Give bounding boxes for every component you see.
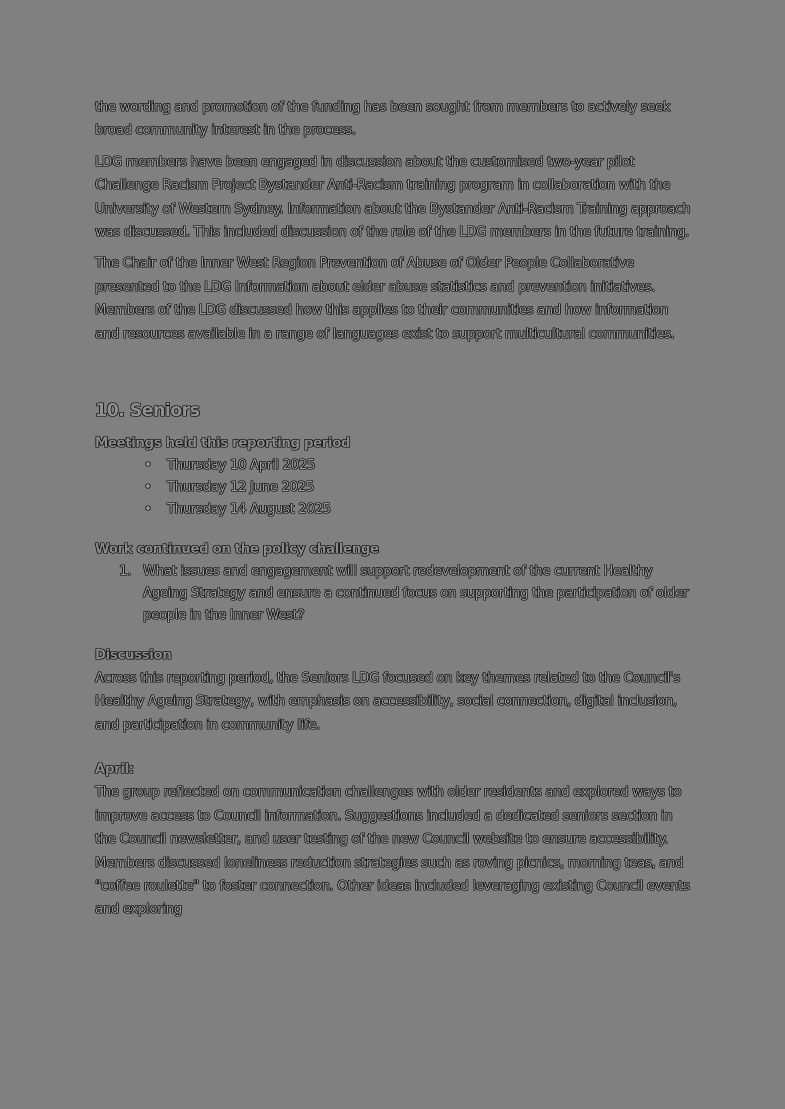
meeting-date: Thursday 14 August 2025 [167, 502, 331, 518]
list-item [95, 455, 695, 477]
list-item [95, 561, 695, 627]
policy-heading: Work continued on the policy challenge [95, 542, 379, 558]
april-text: The group reflected on communication challenges with older residents and explored ways to improve access to Council information. Suggestions included a dedicated seniors section in the Council newsletter, and user testing of the new Council website to ensure accessibility. Members discussed loneliness reduction strategies such as roving picnics, morning teas, and "coffee roulette" to foster connection. Other ideas included leveraging existing Council events and exploring [95, 785, 690, 918]
section-title: 10. Seniors [95, 401, 200, 422]
discussion-text: Across this reporting period, the Seniors LDG focused on key themes related to the Council's Healthy Ageing Strategy, with emphasis on accessibility, social connection, digital inclusion, and participation in community life. [95, 671, 680, 733]
bullet-icon: • [144, 480, 152, 496]
meetings-heading: Meetings held this reporting period [95, 436, 351, 452]
policy-list [95, 561, 695, 627]
document-page [95, 96, 695, 944]
bullet-icon: • [144, 458, 152, 474]
list-item [95, 477, 695, 499]
bullet-icon: • [144, 502, 152, 518]
meetings-list [95, 455, 695, 521]
intro-paragraph: LDG members have been engaged in discussion about the customised two-year pilot Challenge Racism Project Bystander Anti-Racism training program in collaboration with the University of Western Sydney. Information about the Bystander Anti-Racism Training approach was discussed. This included discussion of the role of the LDG members in the future training. [95, 154, 691, 241]
intro-paragraph: the wording and promotion of the funding has been sought from members to actively seek broad community interest in the process. [95, 100, 671, 139]
list-item [95, 499, 695, 521]
policy-question: What issues and engagement will support redevelopment of the current Healthy Ageing Strategy and ensure a continued focus on supporting the participation of older people in the Inner West? [143, 564, 689, 624]
meeting-date: Thursday 10 April 2025 [167, 458, 315, 474]
intro-paragraph: The Chair of the Inner West Region Prevention of Abuse of Older People Collaborative presented to the LDG Information about elder abuse statistics and prevention initiatives. Members of the LDG discussed how this applies to their communities and how information and resources available in a range of languages exist to support multicultural communities. [95, 256, 675, 342]
meeting-date: Thursday 12 June 2025 [167, 480, 314, 496]
discussion-heading: Discussion [95, 648, 172, 664]
april-heading: April: [95, 762, 134, 778]
list-number: 1. [119, 564, 131, 580]
